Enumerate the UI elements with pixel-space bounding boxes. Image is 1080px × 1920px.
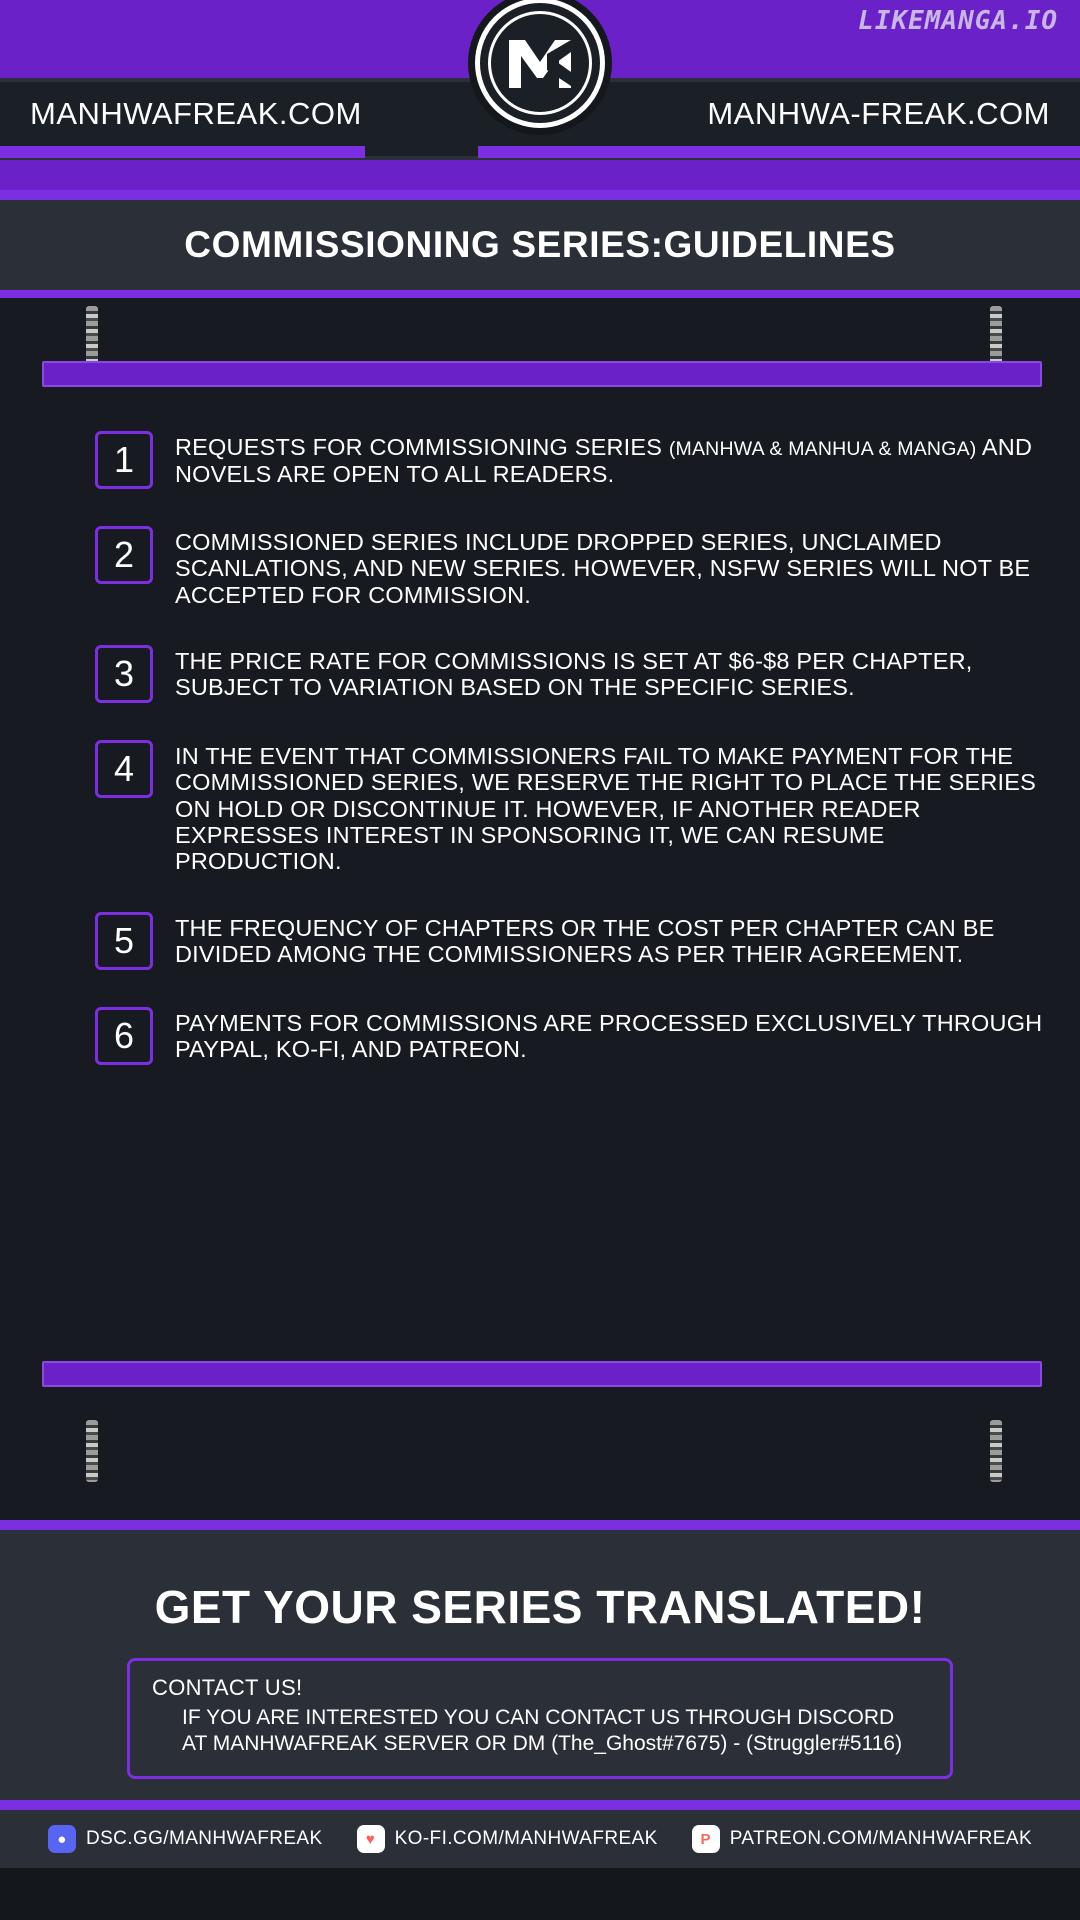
contact-box — [127, 1658, 953, 1779]
contact-title: CONTACT US! — [152, 1675, 303, 1700]
rule-text-part1: REQUESTS FOR COMMISSIONING SERIES — [175, 434, 669, 460]
site-watermark: LIKEMANGA.IO — [858, 6, 1058, 36]
chain-bottom-right-icon — [990, 1420, 1002, 1482]
rule-number: 5 — [95, 912, 153, 970]
link-patreon[interactable] — [692, 1825, 1032, 1853]
link-label: DSC.GG/MANHWAFREAK — [85, 1828, 323, 1849]
list-item — [0, 642, 1080, 703]
list-item — [0, 737, 1080, 875]
list-item — [0, 523, 1080, 608]
manhwafreak-logo-icon — [475, 0, 605, 128]
hanging-bar-top — [42, 361, 1042, 387]
kofi-icon: ♥ — [357, 1825, 385, 1853]
rule-text — [175, 428, 1050, 487]
rule-number: 4 — [95, 740, 153, 798]
chain-bottom-left-icon — [86, 1420, 98, 1482]
rule-text: THE PRICE RATE FOR COMMISSIONS IS SET AT $6-$8 PER CHAPTER, SUBJECT TO VARIATION BASED ON THE SPECIFIC SERIES. — [175, 647, 973, 701]
social-links-bar — [0, 1810, 1080, 1868]
rule-text: COMMISSIONED SERIES INCLUDE DROPPED SERIES, UNCLAIMED SCANLATIONS, AND NEW SERIES. HOWEVER, NSFW SERIES WILL NOT BE ACCEPTED FOR COMMISSION. — [175, 529, 1031, 608]
site-url-right[interactable]: MANHWA-FREAK.COM — [707, 96, 1050, 131]
link-label: PATREON.COM/MANHWAFREAK — [729, 1828, 1033, 1849]
title-bar — [0, 200, 1080, 290]
rule-number: 1 — [95, 431, 153, 489]
link-discord[interactable] — [48, 1825, 323, 1853]
footer-heading: GET YOUR SERIES TRANSLATED! — [154, 1581, 926, 1633]
chain-top-right-icon — [990, 306, 1002, 368]
rule-text-parenthetical: (MANHWA & MANHUA & MANGA) — [668, 438, 977, 460]
link-label: KO-FI.COM/MANHWAFREAK — [394, 1828, 658, 1849]
page-title: COMMISSIONING SERIES:GUIDELINES — [184, 224, 896, 265]
site-url-left[interactable]: MANHWAFREAK.COM — [30, 96, 362, 131]
rule-number: 2 — [95, 526, 153, 584]
rules-list — [0, 428, 1080, 1099]
contact-line-2: AT MANHWAFREAK SERVER OR DM (The_Ghost#7675) - (Struggler#5116) — [182, 1732, 903, 1756]
rule-text: THE FREQUENCY OF CHAPTERS OR THE COST PER CHAPTER CAN BE DIVIDED AMONG THE COMMISSIONERS AS PER THEIR AGREEMENT. — [175, 914, 995, 967]
chain-top-left-icon — [86, 306, 98, 368]
list-item — [0, 909, 1080, 970]
logo-inner-ring — [488, 11, 592, 115]
rule-text: IN THE EVENT THAT COMMISSIONERS FAIL TO MAKE PAYMENT FOR THE COMMISSIONED SERIES, WE RESERVE THE RIGHT TO PLACE THE SERIES ON HOLD OR DISCONTINUE IT. HOWEVER, IF ANOTHER READER EXPRESSES INTEREST IN SPONSORING IT, WE CAN RESUME PRODUCTION. — [175, 742, 1037, 875]
guidelines-body — [0, 298, 1080, 1520]
list-item — [0, 428, 1080, 489]
footer-cta — [0, 1530, 1080, 1800]
title-separator-top — [0, 190, 1080, 200]
footer-separator-bottom — [0, 1800, 1080, 1810]
contact-line-1: IF YOU ARE INTERESTED YOU CAN CONTACT US THROUGH DISCORD — [182, 1706, 895, 1729]
link-kofi[interactable] — [357, 1825, 658, 1853]
footer-separator-top — [0, 1520, 1080, 1530]
patreon-icon: P — [692, 1825, 720, 1853]
title-separator-bottom — [0, 290, 1080, 298]
discord-icon: ● — [48, 1825, 76, 1853]
hanging-bar-bottom — [42, 1361, 1042, 1387]
banner-underline-right — [478, 146, 1080, 158]
rule-number: 3 — [95, 645, 153, 703]
rule-text: PAYMENTS FOR COMMISSIONS ARE PROCESSED EXCLUSIVELY THROUGH PAYPAL, KO-FI, AND PATREON. — [175, 1009, 1043, 1062]
list-item — [0, 1004, 1080, 1065]
rule-text-part2: AND NOVELS ARE OPEN TO ALL READERS. — [175, 434, 1033, 487]
banner-underline-left — [0, 146, 365, 158]
rule-number: 6 — [95, 1007, 153, 1065]
logo-mark-icon — [503, 32, 577, 94]
top-banner — [0, 0, 1080, 190]
